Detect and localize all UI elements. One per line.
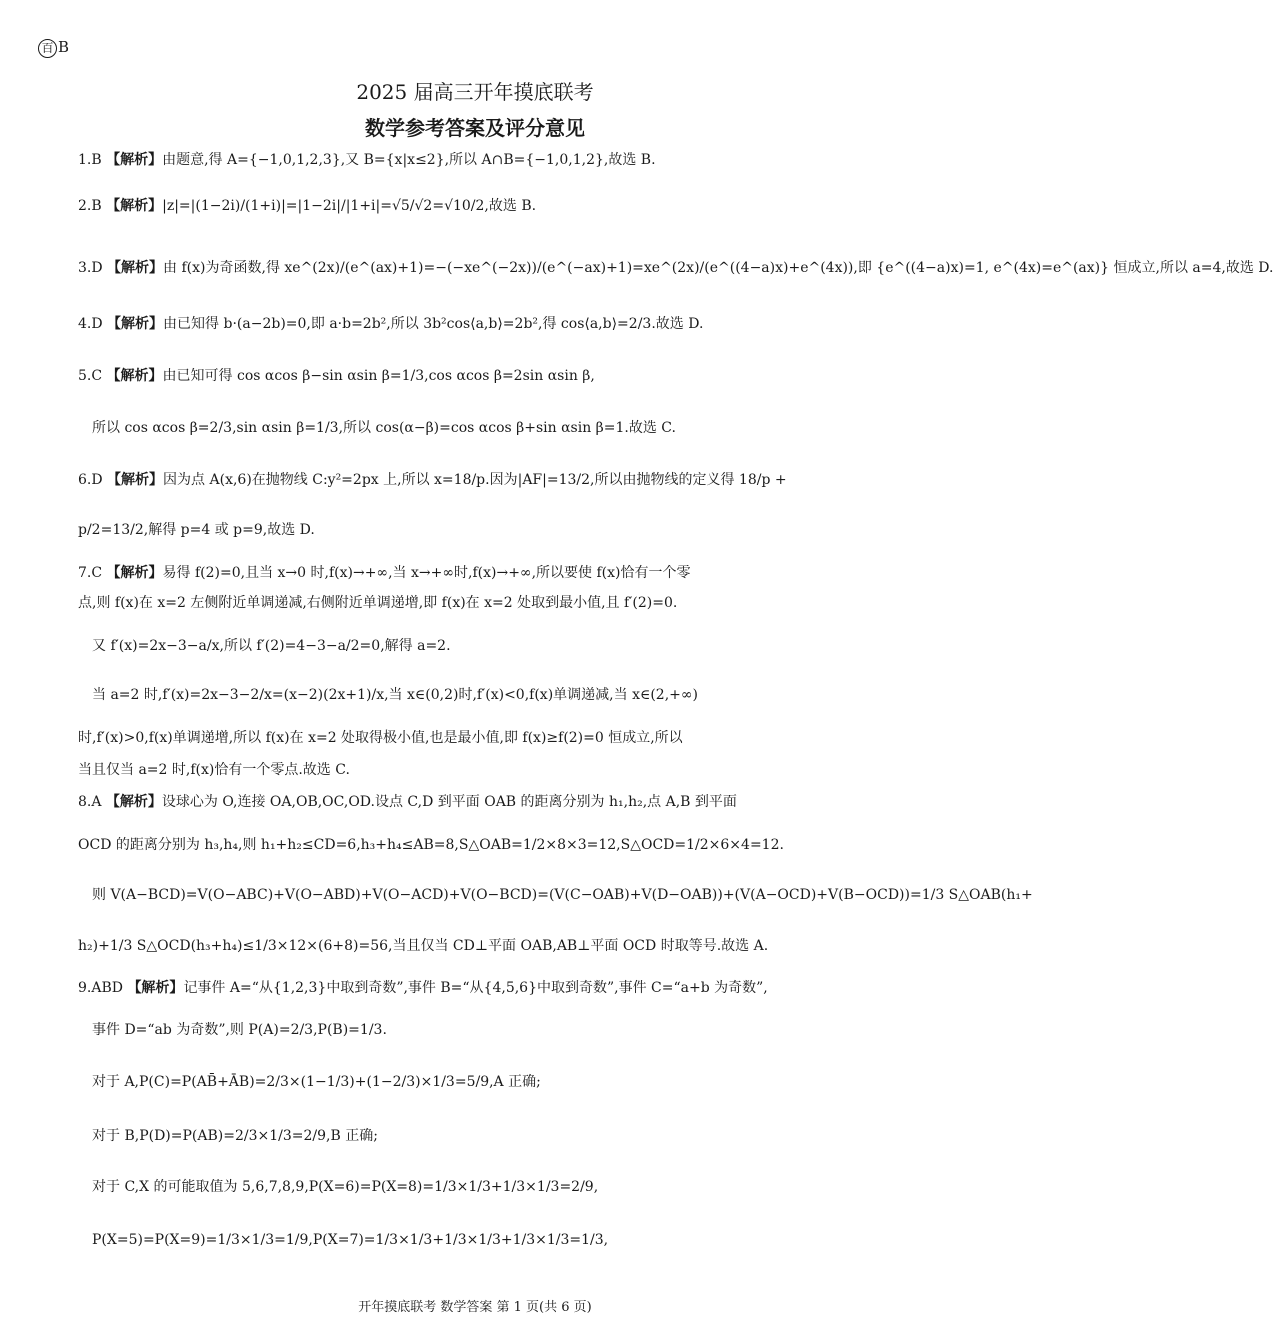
answer-text: 设球心为 O,连接 OA,OB,OC,OD.设点 C,D 到平面 OAB 的距离分别为 h₁,h₂,点 A,B 到平面 — [161, 794, 737, 810]
answer-line — [78, 314, 878, 334]
answer-line-continuation: p/2=13/2,解得 p=4 或 p=9,故选 D. — [78, 522, 315, 538]
answer-line — [78, 978, 878, 998]
corner-letter: B — [58, 38, 70, 56]
answer-line — [78, 470, 878, 490]
analysis-tag: 【解析】 — [107, 472, 164, 488]
answer-line-continuation: 当且仅当 a=2 时,f(x)恰有一个零点.故选 C. — [78, 762, 350, 778]
page-title: 2025 届高三开年摸底联考 — [356, 80, 594, 104]
question-number: 2.B — [78, 198, 102, 214]
answer-text: |z|=|(1−2i)/(1+i)|=|1−2i|/|1+i|=√5/√2=√10/2,故选 B. — [162, 198, 537, 214]
answer-line — [78, 366, 878, 386]
question-number: 5.C — [78, 368, 103, 384]
analysis-tag: 【解析】 — [106, 152, 163, 168]
answer-line-continuation: 点,则 f(x)在 x=2 左侧附近单调递减,右侧附近单调递增,即 f(x)在 x=2 处取到最小值,且 f′(2)=0. — [78, 595, 678, 611]
answer-line — [78, 196, 878, 216]
corner-circle-char: 百 — [38, 39, 57, 58]
answer-text: 记事件 A=“从{1,2,3}中取到奇数”,事件 B=“从{4,5,6}中取到奇数”,事件 C=“a+b 为奇数”, — [183, 980, 768, 996]
analysis-tag: 【解析】 — [106, 565, 163, 581]
answer-text: 由已知得 b·(a−2b)=0,即 a·b=2b²,所以 3b²cos⟨a,b⟩=2b²,得 cos⟨a,b⟩=2/3.故选 D. — [163, 316, 704, 332]
answer-text: 由已知可得 cos αcos β−sin αsin β=1/3,cos αcos β=2sin αsin β, — [162, 368, 595, 384]
question-number: 3.D — [78, 260, 103, 276]
answer-line-continuation: h₂)+1/3 S△OCD(h₃+h₄)≤1/3×12×(6+8)=56,当且仅当 CD⊥平面 OAB,AB⊥平面 OCD 时取等号.故选 A. — [78, 938, 769, 954]
answer-line-continuation: 对于 C,X 的可能取值为 5,6,7,8,9,P(X=6)=P(X=8)=1/3×1/3+1/3×1/3=2/9, — [92, 1179, 599, 1195]
answer-line — [78, 563, 878, 583]
answer-line-continuation: 对于 B,P(D)=P(AB)=2/3×1/3=2/9,B 正确; — [92, 1128, 378, 1144]
answer-line — [78, 792, 878, 812]
question-number: 1.B — [78, 152, 102, 168]
answer-text: 由 f(x)为奇函数,得 xe^(2x)/(e^(ax)+1)=−(−xe^(−2x))/(e^(−ax)+1)=xe^(2x)/(e^((4−a)x)+e^(4x)),即 {e^((4−a)x)=1, e^(4x)=e^(ax)} 恒成立,所以 a=4,故选 D. — [163, 260, 1273, 276]
analysis-tag: 【解析】 — [127, 980, 184, 996]
question-number: 9.ABD — [78, 980, 123, 996]
answer-line-continuation: 时,f′(x)>0,f(x)单调递增,所以 f(x)在 x=2 处取得极小值,也是最小值,即 f(x)≥f(2)=0 恒成立,所以 — [78, 730, 683, 746]
answer-line-continuation: 又 f′(x)=2x−3−a/x,所以 f′(2)=4−3−a/2=0,解得 a=2. — [92, 638, 451, 654]
page-subtitle: 数学参考答案及评分意见 — [365, 116, 585, 140]
analysis-tag: 【解析】 — [106, 368, 163, 384]
analysis-tag: 【解析】 — [107, 260, 164, 276]
question-number: 4.D — [78, 316, 103, 332]
answer-text: 由题意,得 A={−1,0,1,2,3},又 B={x|x≤2},所以 A∩B={−1,0,1,2},故选 B. — [162, 152, 656, 168]
answer-line-continuation: 事件 D=“ab 为奇数”,则 P(A)=2/3,P(B)=1/3. — [92, 1022, 387, 1038]
answer-text: 因为点 A(x,6)在抛物线 C:y²=2px 上,所以 x=18/p.因为|AF|=13/2,所以由抛物线的定义得 18/p + — [163, 472, 787, 488]
answer-line-continuation: 当 a=2 时,f′(x)=2x−3−2/x=(x−2)(2x+1)/x,当 x∈(0,2)时,f′(x)<0,f(x)单调递减,当 x∈(2,+∞) — [92, 687, 698, 703]
question-number: 7.C — [78, 565, 103, 581]
answer-line-continuation: 对于 A,P(C)=P(AB̄+ĀB)=2/3×(1−1/3)+(1−2/3)×1/3=5/9,A 正确; — [92, 1074, 541, 1090]
answer-line-continuation: P(X=5)=P(X=9)=1/3×1/3=1/9,P(X=7)=1/3×1/3+1/3×1/3+1/3×1/3=1/3, — [92, 1232, 609, 1248]
question-number: 8.A — [78, 794, 102, 810]
answer-line-continuation: 则 V(A−BCD)=V(O−ABC)+V(O−ABD)+V(O−ACD)+V(O−BCD)=(V(C−OAB)+V(D−OAB))+(V(A−OCD)+V(B−OCD))=1/3 S△OAB(h₁+ — [92, 887, 1033, 903]
analysis-tag: 【解析】 — [105, 794, 162, 810]
corner-mark — [38, 38, 69, 58]
answer-line-continuation: 所以 cos αcos β=2/3,sin αsin β=1/3,所以 cos(α−β)=cos αcos β+sin αsin β=1.故选 C. — [92, 420, 676, 436]
answer-line — [78, 150, 878, 170]
answer-line-continuation: OCD 的距离分别为 h₃,h₄,则 h₁+h₂≤CD=6,h₃+h₄≤AB=8,S△OAB=1/2×8×3=12,S△OCD=1/2×6×4=12. — [78, 837, 784, 853]
question-number: 6.D — [78, 472, 103, 488]
answer-line — [78, 258, 1273, 278]
page-footer: 开年摸底联考 数学答案 第 1 页(共 6 页) — [358, 1300, 592, 1315]
answer-text: 易得 f(2)=0,且当 x→0 时,f(x)→+∞,当 x→+∞时,f(x)→+∞,所以要使 f(x)恰有一个零 — [162, 565, 691, 581]
analysis-tag: 【解析】 — [107, 316, 164, 332]
analysis-tag: 【解析】 — [106, 198, 163, 214]
